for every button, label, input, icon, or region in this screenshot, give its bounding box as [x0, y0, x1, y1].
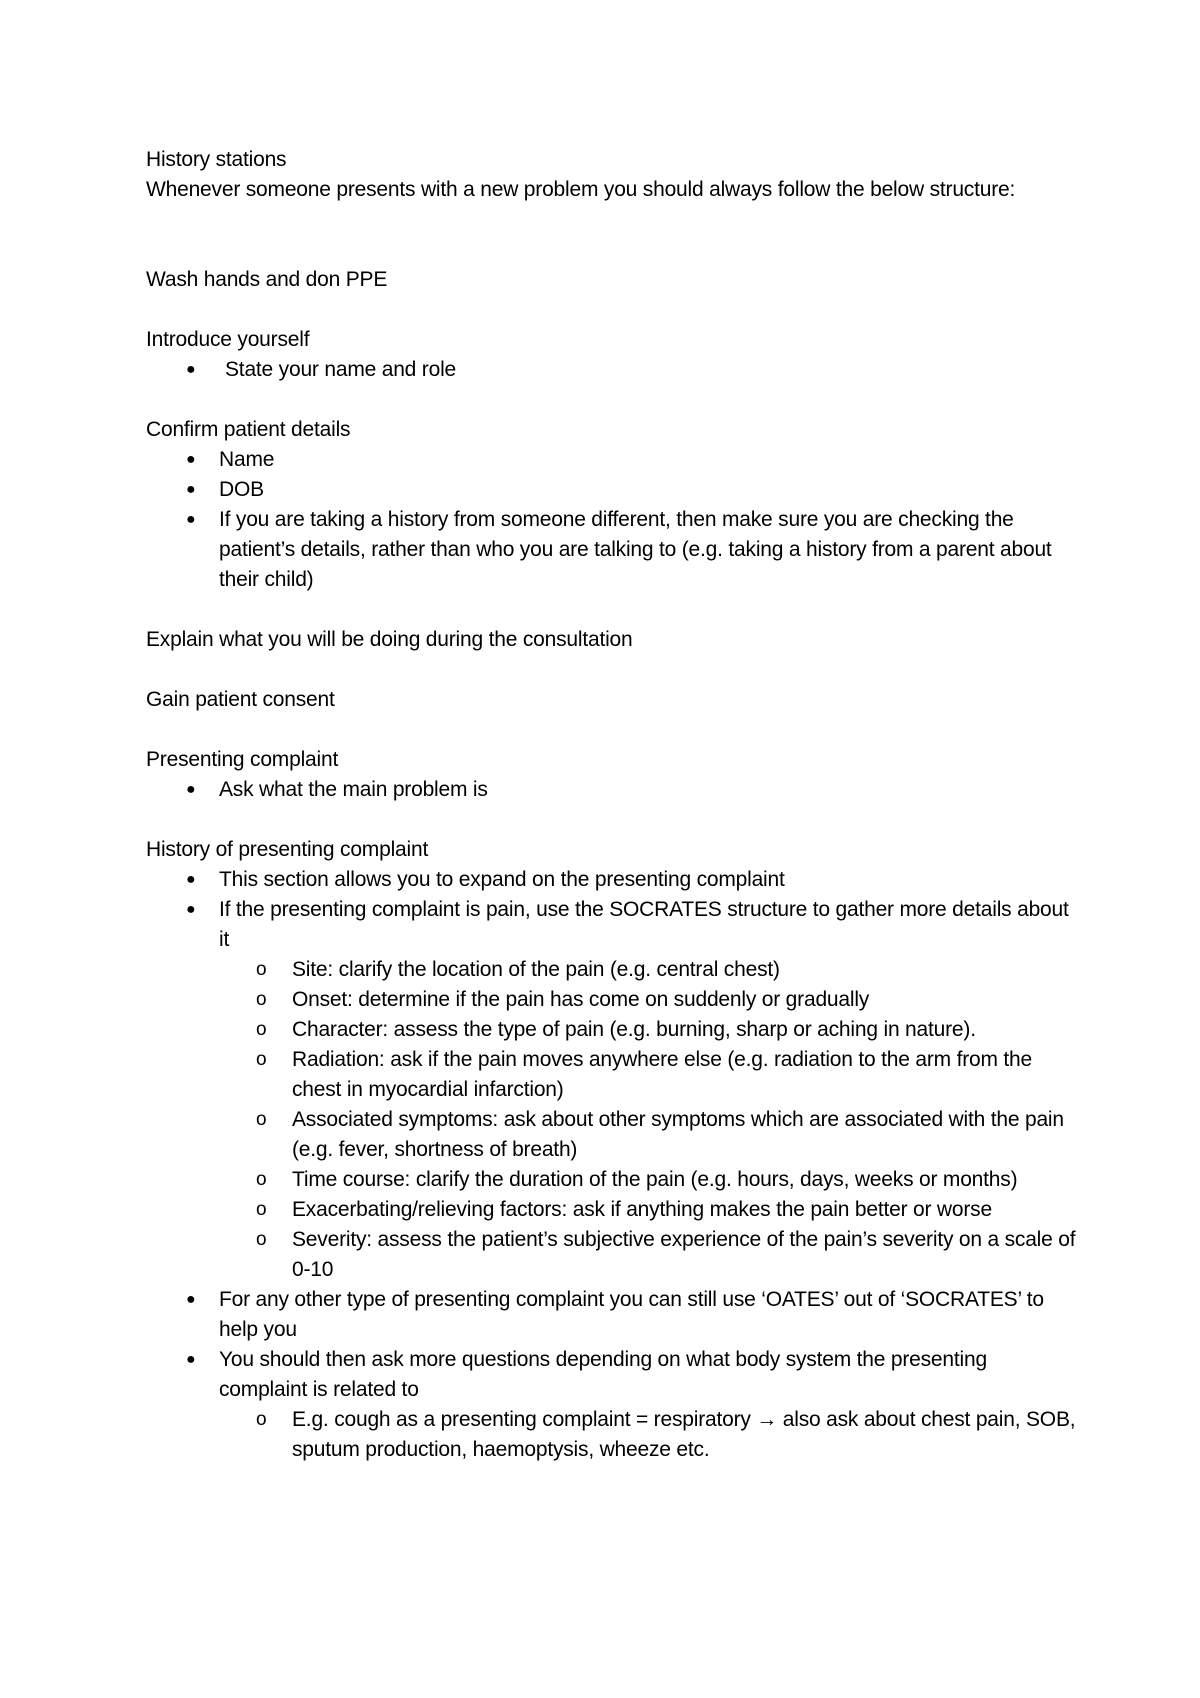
sub-bullet-icon: o	[256, 989, 267, 1010]
socrates-list	[146, 955, 1076, 1285]
step-wash-hands: Wash hands and don PPE	[146, 268, 388, 291]
sub-bullet-icon: o	[256, 1229, 267, 1250]
list-item: o Character: assess the type of pain (e.g. burning, sharp or aching in nature).	[146, 1015, 1076, 1045]
sub-bullet-icon: o	[256, 1109, 267, 1130]
document-title: History stations	[146, 148, 287, 171]
introduce-list	[146, 355, 1076, 385]
list-item: o Time course: clarify the duration of the pain (e.g. hours, days, weeks or months)	[146, 1165, 1076, 1195]
confirm-list	[146, 445, 1076, 595]
pc-list	[146, 775, 1076, 805]
list-item: o Severity: assess the patient’s subjective experience of the pain’s severity on a scale of 0-10	[146, 1225, 1076, 1285]
bullet-icon: ●	[186, 901, 196, 918]
sub-bullet-icon: o	[256, 1019, 267, 1040]
list-item: o Onset: determine if the pain has come on suddenly or gradually	[146, 985, 1076, 1015]
system-example-list	[146, 1405, 1076, 1465]
bullet-icon: ●	[186, 361, 196, 378]
list-item: ● You should then ask more questions depending on what body system the presenting complaint is related to	[146, 1345, 1076, 1405]
consent-step: Gain patient consent	[146, 688, 335, 711]
list-item: ● If you are taking a history from someone different, then make sure you are checking the patient’s details, rather than who you are talking to (e.g. taking a history from a parent about their child)	[146, 505, 1076, 595]
list-item: o Exacerbating/relieving factors: ask if anything makes the pain better or worse	[146, 1195, 1076, 1225]
bullet-icon: ●	[186, 451, 196, 468]
intro-text: Whenever someone presents with a new problem you should always follow the below structure:	[146, 178, 1016, 201]
bullet-icon: ●	[186, 781, 196, 798]
document-body	[146, 145, 1076, 1465]
list-item: ● Name	[146, 445, 1076, 475]
sub-bullet-icon: o	[256, 959, 267, 980]
list-item: o Associated symptoms: ask about other symptoms which are associated with the pain (e.g. fever, shortness of breath)	[146, 1105, 1076, 1165]
list-item: o Radiation: ask if the pain moves anywhere else (e.g. radiation to the arm from the chest in myocardial infarction)	[146, 1045, 1076, 1105]
hpc-list	[146, 865, 1076, 955]
confirm-heading: Confirm patient details	[146, 418, 351, 441]
bullet-icon: ●	[186, 871, 196, 888]
list-item: ● DOB	[146, 475, 1076, 505]
hpc-heading: History of presenting complaint	[146, 838, 429, 861]
pc-heading: Presenting complaint	[146, 748, 339, 771]
list-item: o E.g. cough as a presenting complaint = respiratory → also ask about chest pain, SOB, sputum production, haemoptysis, wheeze etc.	[146, 1405, 1076, 1465]
list-item: ● Ask what the main problem is	[146, 775, 1076, 805]
introduce-heading: Introduce yourself	[146, 328, 310, 351]
list-item: ● This section allows you to expand on the presenting complaint	[146, 865, 1076, 895]
sub-bullet-icon: o	[256, 1409, 267, 1430]
sub-bullet-icon: o	[256, 1169, 267, 1190]
bullet-icon: ●	[186, 1291, 196, 1308]
list-item: ● If the presenting complaint is pain, use the SOCRATES structure to gather more details about it	[146, 895, 1076, 955]
hpc-list-continued	[146, 1285, 1076, 1405]
explain-step: Explain what you will be doing during the consultation	[146, 628, 633, 651]
bullet-icon: ●	[186, 511, 196, 528]
list-item: o Site: clarify the location of the pain (e.g. central chest)	[146, 955, 1076, 985]
bullet-icon: ●	[186, 481, 196, 498]
sub-bullet-icon: o	[256, 1199, 267, 1220]
list-item: ● State your name and role	[146, 355, 1076, 385]
bullet-icon: ●	[186, 1351, 196, 1368]
list-item: ● For any other type of presenting complaint you can still use ‘OATES’ out of ‘SOCRATES’ to help you	[146, 1285, 1076, 1345]
sub-bullet-icon: o	[256, 1049, 267, 1070]
